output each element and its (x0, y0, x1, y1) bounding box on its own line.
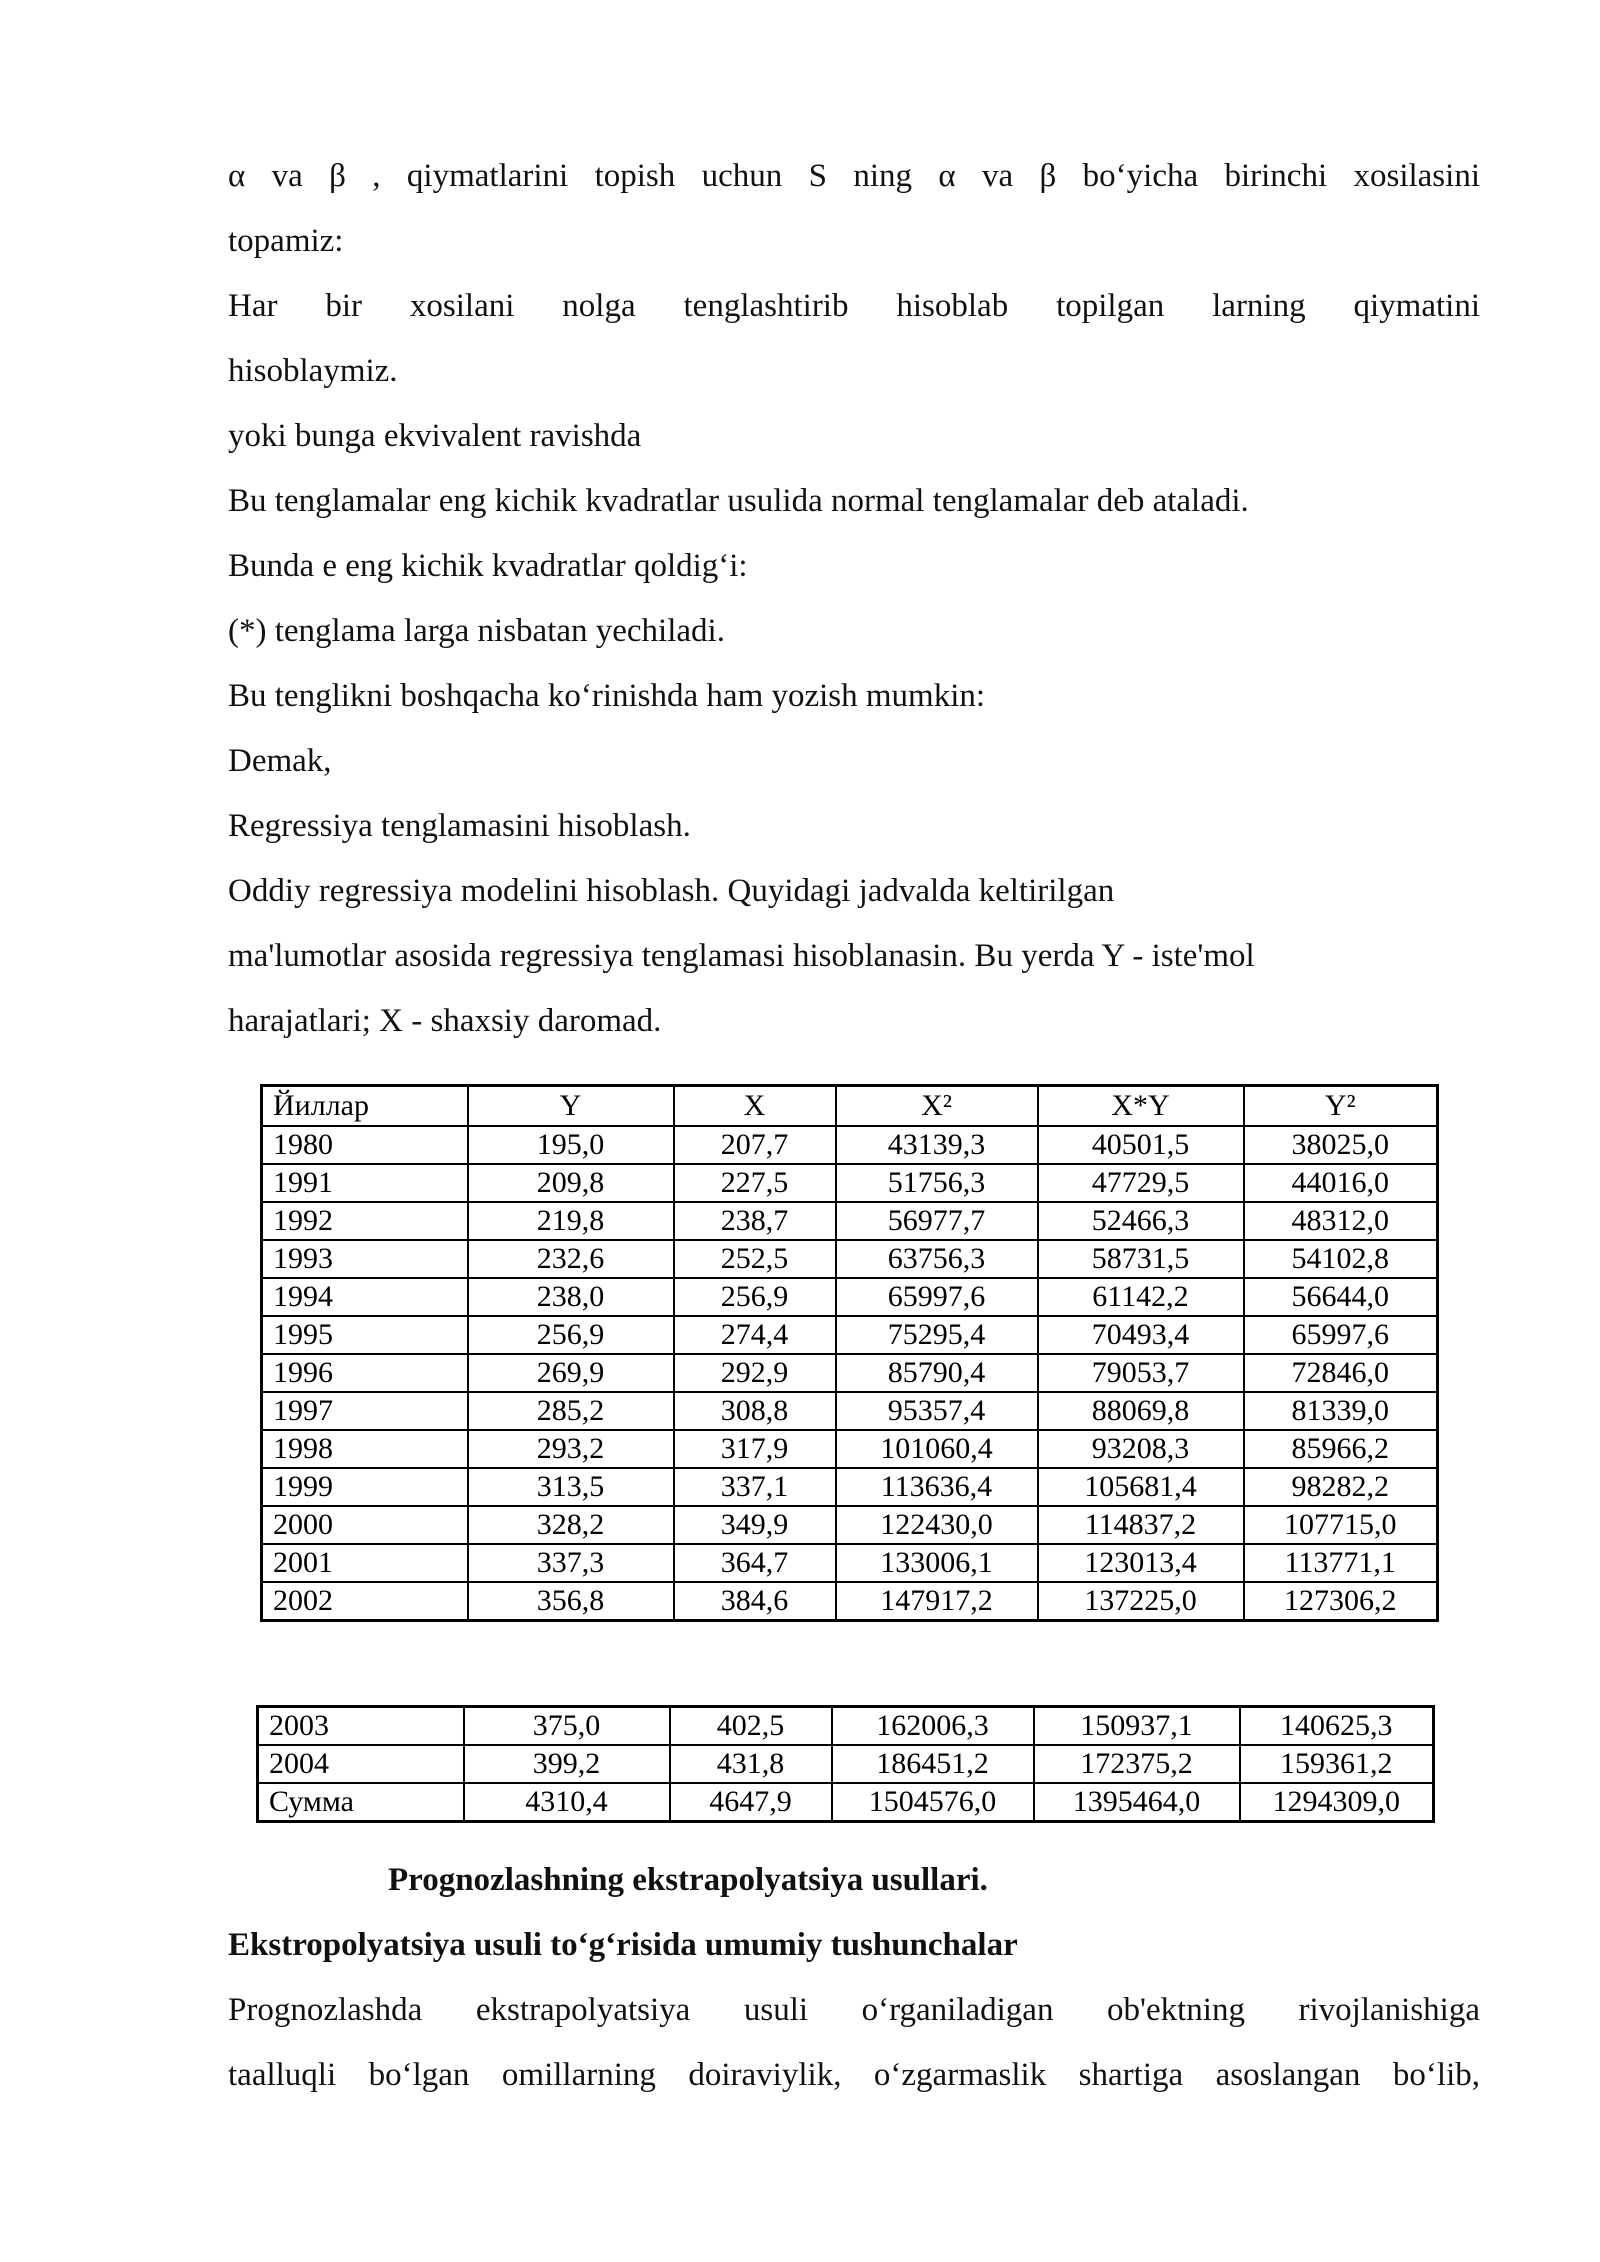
paragraph-demak: Demak, (228, 743, 332, 779)
table-cell: 337,1 (674, 1468, 836, 1506)
table-cell: 375,0 (464, 1707, 670, 1746)
paragraph-alternative-form: Bu tenglikni boshqacha ko‘rinishda ham yozish mumkin: (228, 678, 986, 714)
table-cell: 349,9 (674, 1506, 836, 1544)
table-cell: 63756,3 (836, 1240, 1038, 1278)
paragraph-task-line3: harajatlari; X - shaxsiy daromad. (228, 1003, 662, 1039)
table-cell: 75295,4 (836, 1316, 1038, 1354)
intro-text (228, 144, 1480, 1054)
table-cell: 238,0 (468, 1278, 674, 1316)
table-cell: 285,2 (468, 1392, 674, 1430)
table-cell: 52466,3 (1038, 1202, 1244, 1240)
table-cell: 47729,5 (1038, 1164, 1244, 1202)
table-cell: 1294309,0 (1240, 1783, 1434, 1822)
table-cell: 48312,0 (1244, 1202, 1438, 1240)
table-row (258, 1707, 1434, 1746)
table-cell: 43139,3 (836, 1126, 1038, 1164)
table-cell: 61142,2 (1038, 1278, 1244, 1316)
table-cell: 44016,0 (1244, 1164, 1438, 1202)
table-row (262, 1544, 1438, 1582)
paragraph-equivalent: yoki bunga ekvivalent ravishda (228, 418, 642, 454)
table-cell: 364,7 (674, 1544, 836, 1582)
table-row-label: 2004 (258, 1745, 464, 1783)
data-table-continued (256, 1705, 1435, 1823)
table-row-label: 1996 (262, 1354, 468, 1392)
table-row-label: 1993 (262, 1240, 468, 1278)
paragraph-normal-equations: Bu tenglamalar eng kichik kvadratlar usulida normal tenglamalar deb ataladi. (228, 483, 1249, 519)
table-row-label: 1991 (262, 1164, 468, 1202)
table-row-label: 1994 (262, 1278, 468, 1316)
table-cell: 274,4 (674, 1316, 836, 1354)
table-row (262, 1582, 1438, 1621)
table-cell: 1395464,0 (1034, 1783, 1240, 1822)
table-cell: 308,8 (674, 1392, 836, 1430)
table-row-label: 1997 (262, 1392, 468, 1430)
paragraph-zero-line2: hisoblaymiz. (228, 353, 398, 389)
table-cell: 101060,4 (836, 1430, 1038, 1468)
table-row-label: 1980 (262, 1126, 468, 1164)
table-cell: 195,0 (468, 1126, 674, 1164)
table-cell: 113771,1 (1244, 1544, 1438, 1582)
data-table-main (260, 1084, 1439, 1622)
paragraph-residual: Bunda e eng kichik kvadratlar qoldig‘i: (228, 548, 748, 584)
table-cell: 133006,1 (836, 1544, 1038, 1582)
table-row-label: 1995 (262, 1316, 468, 1354)
table-cell: 127306,2 (1244, 1582, 1438, 1621)
table-cell: 356,8 (468, 1582, 674, 1621)
table-cell: 4647,9 (670, 1783, 832, 1822)
table-cell: 93208,3 (1038, 1430, 1244, 1468)
table-cell: 122430,0 (836, 1506, 1038, 1544)
table-row (262, 1506, 1438, 1544)
table-cell: 431,8 (670, 1745, 832, 1783)
table-row-label: 1992 (262, 1202, 468, 1240)
table-row-label: 2000 (262, 1506, 468, 1544)
table-cell: 40501,5 (1038, 1126, 1244, 1164)
table-cell: 107715,0 (1244, 1506, 1438, 1544)
table-cell: 88069,8 (1038, 1392, 1244, 1430)
table-cell: 317,9 (674, 1430, 836, 1468)
table-row-label: Йиллар (262, 1086, 468, 1127)
table-cell: 186451,2 (832, 1745, 1034, 1783)
table-cell: 4310,4 (464, 1783, 670, 1822)
table-row (262, 1392, 1438, 1430)
table-row (262, 1430, 1438, 1468)
table-cell: 402,5 (670, 1707, 832, 1746)
table-cell: 51756,3 (836, 1164, 1038, 1202)
table-row (262, 1126, 1438, 1164)
table-row (262, 1240, 1438, 1278)
table-cell: 207,7 (674, 1126, 836, 1164)
table-header-row (262, 1086, 1438, 1127)
table-cell: 58731,5 (1038, 1240, 1244, 1278)
table-row-label: Сумма (258, 1783, 464, 1822)
table-cell: 219,8 (468, 1202, 674, 1240)
section-subheading: Ekstropolyatsiya usuli to‘g‘risida umumiy tushunchalar (228, 1927, 1018, 1963)
paragraph-task-line1: Oddiy regressiya modelini hisoblash. Quyidagi jadvalda keltirilgan (228, 873, 1115, 909)
table-cell: 95357,4 (836, 1392, 1038, 1430)
table-cell: 137225,0 (1038, 1582, 1244, 1621)
table-cell: 209,8 (468, 1164, 674, 1202)
table-cell: 54102,8 (1244, 1240, 1438, 1278)
table-cell: 328,2 (468, 1506, 674, 1544)
table-cell: 56977,7 (836, 1202, 1038, 1240)
table-row (262, 1468, 1438, 1506)
table-cell: 98282,2 (1244, 1468, 1438, 1506)
paragraph-task-line2: ma'lumotlar asosida regressiya tenglamasi hisoblanasin. Bu yerda Y - iste'mol (228, 938, 1255, 974)
table-cell: 85790,4 (836, 1354, 1038, 1392)
table-cell: 384,6 (674, 1582, 836, 1621)
table-row (262, 1278, 1438, 1316)
table-row-label: 1998 (262, 1430, 468, 1468)
table-cell: 140625,3 (1240, 1707, 1434, 1746)
table-row-label: 1999 (262, 1468, 468, 1506)
table-row (262, 1164, 1438, 1202)
table-cell: 123013,4 (1038, 1544, 1244, 1582)
table-cell: 232,6 (468, 1240, 674, 1278)
table-cell: 159361,2 (1240, 1745, 1434, 1783)
table-cell: 269,9 (468, 1354, 674, 1392)
table-cell: 252,5 (674, 1240, 836, 1278)
table-cell: 292,9 (674, 1354, 836, 1392)
table-row (262, 1316, 1438, 1354)
table-cell: 293,2 (468, 1430, 674, 1468)
table-row (262, 1354, 1438, 1392)
table-cell: 85966,2 (1244, 1430, 1438, 1468)
table-cell: 65997,6 (836, 1278, 1038, 1316)
table-cell: 114837,2 (1038, 1506, 1244, 1544)
table-cell: 313,5 (468, 1468, 674, 1506)
table-cell: 38025,0 (1244, 1126, 1438, 1164)
table-cell: 79053,7 (1038, 1354, 1244, 1392)
table-cell: 1504576,0 (832, 1783, 1034, 1822)
table-cell: 172375,2 (1034, 1745, 1240, 1783)
section-text (228, 1848, 1480, 2108)
table-row-label: 2002 (262, 1582, 468, 1621)
table-cell: 238,7 (674, 1202, 836, 1240)
paragraph-regression-title: Regressiya tenglamasini hisoblash. (228, 808, 691, 844)
section-body-line1: Prognozlashda ekstrapolyatsiya usuli o‘rganiladigan ob'ektning rivojlanishiga (228, 1992, 1480, 2028)
table-cell: 150937,1 (1034, 1707, 1240, 1746)
table-cell: 70493,4 (1038, 1316, 1244, 1354)
table-cell: 113636,4 (836, 1468, 1038, 1506)
table-cell: X (674, 1086, 836, 1127)
paragraph-zero-line1: Har bir xosilani nolga tenglashtirib hisoblab topilgan larning qiymatini (228, 288, 1480, 324)
paragraph-derivative-line2: topamiz: (228, 223, 344, 259)
paragraph-solved: (*) tenglama larga nisbatan yechiladi. (228, 613, 725, 649)
table-cell: Y (468, 1086, 674, 1127)
table-cell: 72846,0 (1244, 1354, 1438, 1392)
table-cell: X*Y (1038, 1086, 1244, 1127)
table-cell: X² (836, 1086, 1038, 1127)
table-row-label: 2001 (262, 1544, 468, 1582)
table-cell: 105681,4 (1038, 1468, 1244, 1506)
paragraph-derivative-line1: α va β , qiymatlarini topish uchun S ning α va β bo‘yicha birinchi xosilasini (228, 158, 1480, 194)
table-cell: 256,9 (674, 1278, 836, 1316)
table-cell: 399,2 (464, 1745, 670, 1783)
table-cell: Y² (1244, 1086, 1438, 1127)
table-cell: 65997,6 (1244, 1316, 1438, 1354)
section-heading: Prognozlashning ekstrapolyatsiya usullari. (388, 1862, 988, 1898)
section-body-line2: taalluqli bo‘lgan omillarning doiraviylik, o‘zgarmaslik shartiga asoslangan bo‘lib, (228, 2057, 1480, 2093)
table-total-row (258, 1783, 1434, 1822)
table-cell: 56644,0 (1244, 1278, 1438, 1316)
table-cell: 147917,2 (836, 1582, 1038, 1621)
table-cell: 256,9 (468, 1316, 674, 1354)
table-row (262, 1202, 1438, 1240)
table-cell: 337,3 (468, 1544, 674, 1582)
table-cell: 162006,3 (832, 1707, 1034, 1746)
table-row (258, 1745, 1434, 1783)
table-cell: 81339,0 (1244, 1392, 1438, 1430)
table-cell: 227,5 (674, 1164, 836, 1202)
table-row-label: 2003 (258, 1707, 464, 1746)
